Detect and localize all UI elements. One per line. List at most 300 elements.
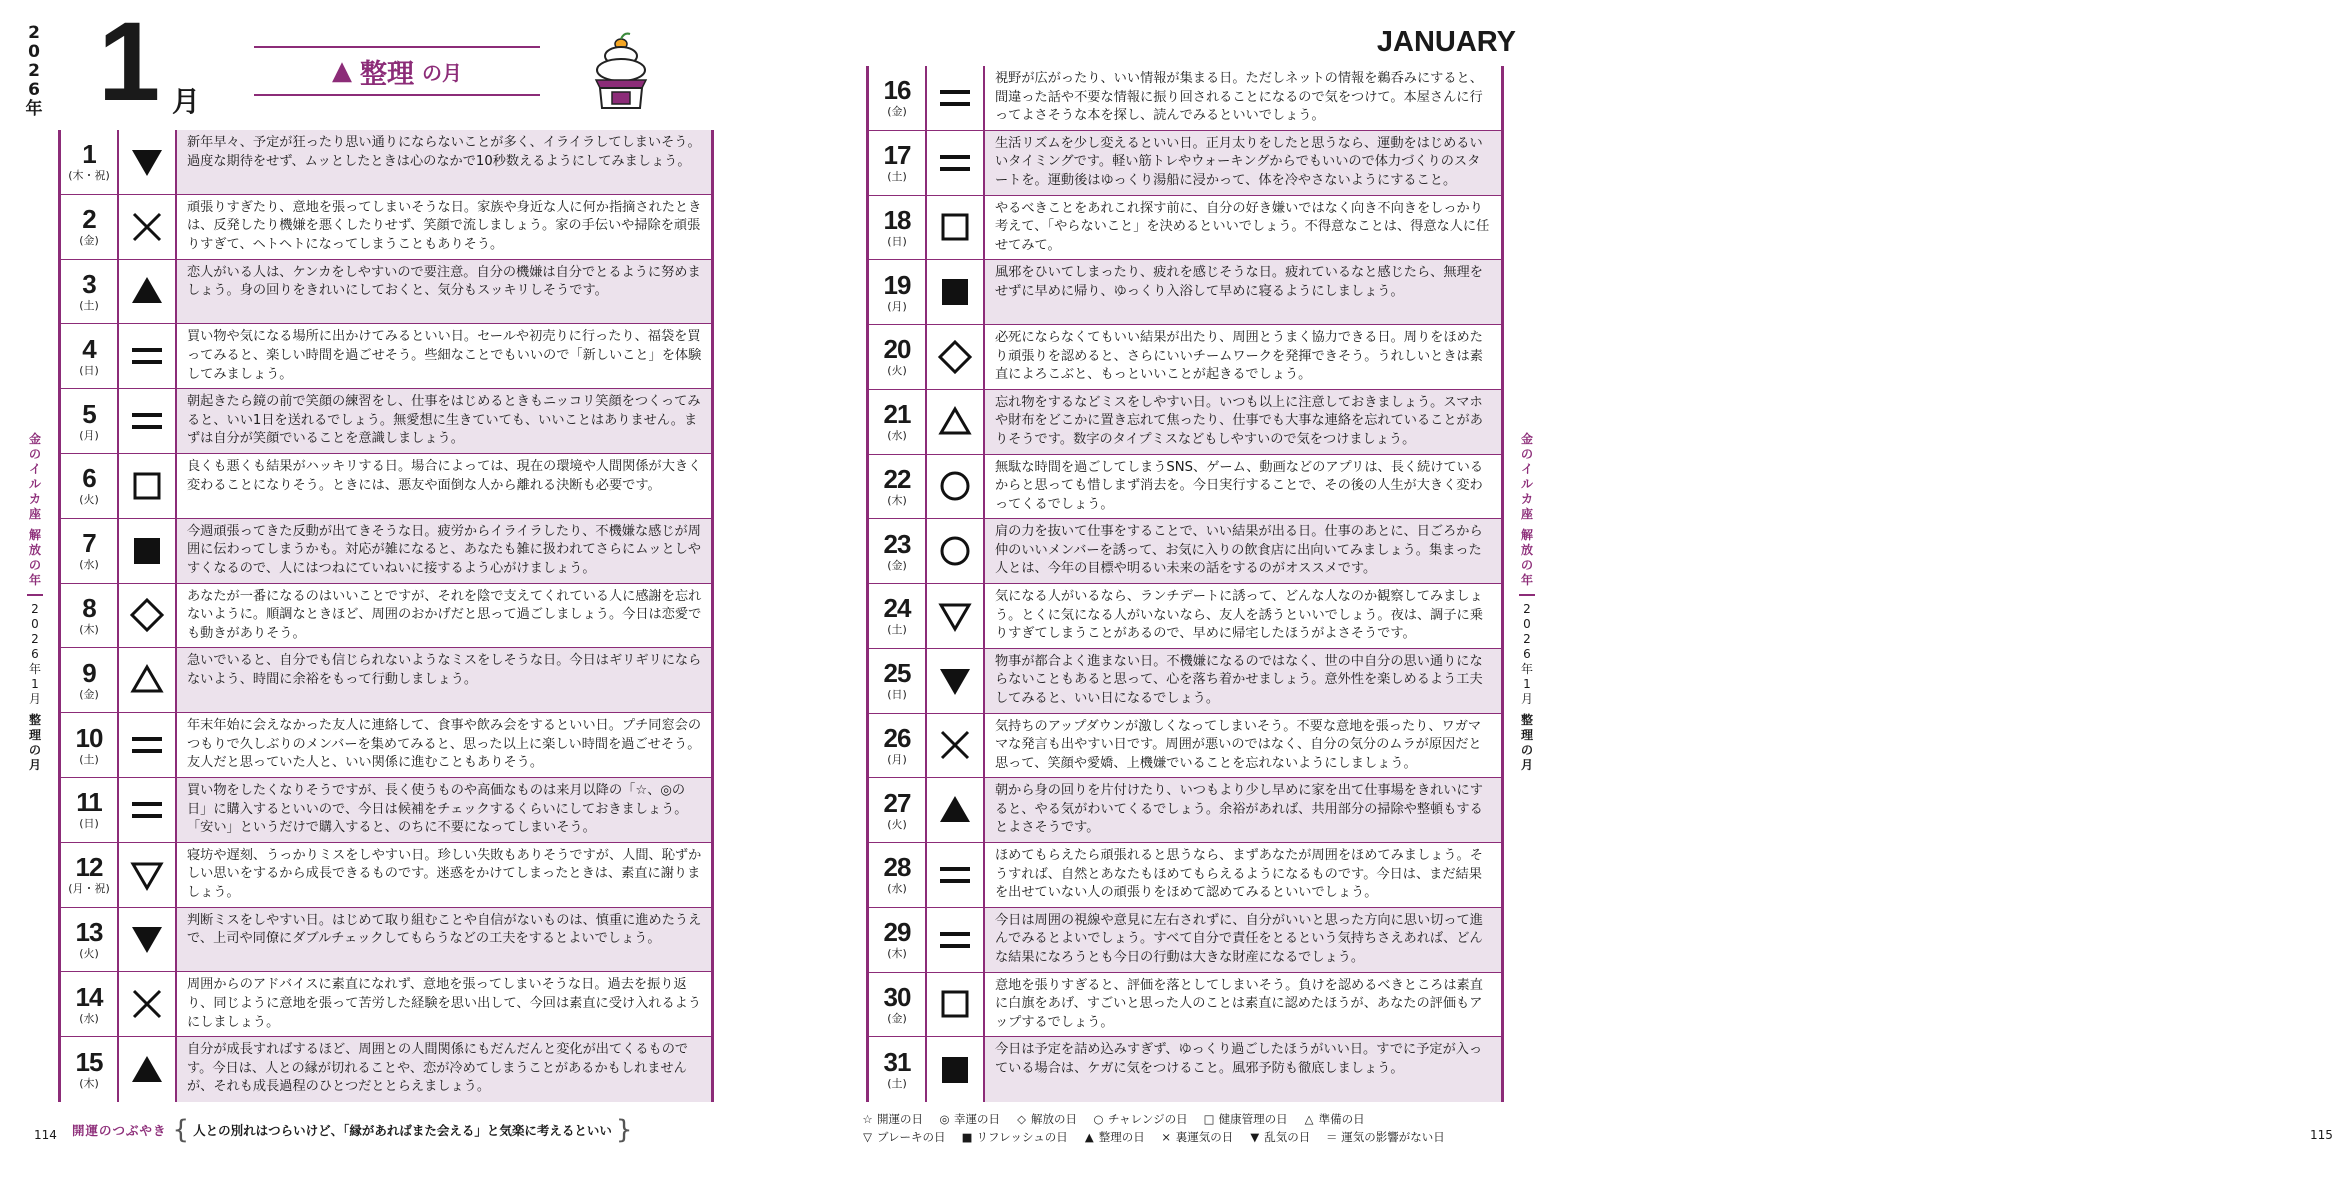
- day-description: 判断ミスをしやすい日。はじめて取り組むことや自信がないものは、慎重に進めたうえで、上司や同僚にダブルチェックしてもらうなどの工夫をするとよいでしょう。: [177, 908, 711, 972]
- diamond-icon: [129, 597, 165, 633]
- day-description: 周囲からのアドバイスに素直になれず、意地を張ってしまいそうな日。過去を振り返り、同じように意地を張って苦労した経験を思い出して、今回は素直に受け入れるようにしましょう。: [187, 977, 702, 1030]
- side-index-char: 2: [31, 602, 39, 616]
- day-row: [869, 196, 1501, 261]
- side-index-char: 放: [1520, 543, 1533, 557]
- day-number: 1: [82, 139, 96, 170]
- day-number: 14: [75, 981, 103, 1012]
- legend-item: [860, 1110, 923, 1128]
- day-description: あなたが一番になるのはいいことですが、それを陰で支えてくれている人に感謝を忘れないように。順調なときほど、周囲のおかげだと思って過ごしましょう。今日は恋愛でも動きがありそう。: [187, 588, 702, 641]
- date-cell: [61, 584, 119, 648]
- day-of-week: (火): [887, 817, 907, 831]
- side-index-char: 月: [1520, 692, 1533, 706]
- side-index-char: 年: [28, 662, 41, 676]
- day-row: [61, 843, 711, 908]
- day-description: 朝から身の回りを片付けたり、いつもより少し早めに家を出て仕事場をきれいにすると、やる気がわいてくるでしょう。余裕があれば、共用部分の掃除や整頓もするとよさそうです。: [985, 778, 1501, 842]
- day-number: 15: [75, 1047, 103, 1078]
- day-row: [61, 195, 711, 260]
- side-index-char: の: [28, 447, 41, 461]
- legend-label: ブレーキの日: [877, 1130, 946, 1144]
- legend-symbol-icon: ×: [1161, 1130, 1172, 1144]
- day-number: 5: [82, 398, 96, 429]
- day-of-week: (土): [887, 1077, 907, 1091]
- side-index-char: 2: [1523, 632, 1531, 646]
- day-number: 20: [883, 334, 911, 365]
- side-divider: [1519, 594, 1535, 596]
- circle-icon: [937, 468, 973, 504]
- day-number: 29: [883, 917, 911, 948]
- day-description: 急いでいると、自分でも信じられないようなミスをしそうな日。今日はギリギリにならないよう、時間に余裕をもって行動しましょう。: [177, 648, 711, 712]
- date-cell: [61, 778, 119, 842]
- day-row: [869, 714, 1501, 779]
- date-cell: [61, 908, 119, 972]
- kagami-mochi-icon: [584, 30, 658, 114]
- down-triangle-icon: [937, 598, 973, 634]
- date-cell: [869, 455, 927, 519]
- day-number: 18: [883, 204, 911, 235]
- day-of-week: (金): [79, 234, 99, 248]
- filled-triangle-icon: ▲: [332, 56, 352, 86]
- day-of-week: (水): [79, 558, 99, 572]
- fortune-symbol-cell: [927, 973, 985, 1037]
- day-row: [869, 1037, 1501, 1102]
- symbol-legend: [860, 1110, 1500, 1146]
- side-index-char: 年: [1520, 573, 1533, 587]
- equals-icon: [937, 145, 973, 181]
- year-char: 6: [28, 80, 40, 100]
- day-number: 16: [883, 75, 911, 106]
- date-cell: [869, 131, 927, 195]
- side-index-char: 座: [28, 507, 41, 521]
- square-icon: [937, 209, 973, 245]
- day-of-week: (金): [79, 687, 99, 701]
- filled-triangle-icon: [129, 273, 165, 309]
- legend-item: [960, 1128, 1068, 1146]
- fortune-symbol-cell: [927, 714, 985, 778]
- day-row: [61, 713, 711, 778]
- left-page: [0, 0, 800, 1193]
- day-number: 21: [883, 399, 911, 430]
- day-number: 3: [82, 268, 96, 299]
- side-index-char: 放: [28, 543, 41, 557]
- legend-label: 開運の日: [877, 1112, 923, 1126]
- filled-square-icon: [129, 533, 165, 569]
- date-cell: [61, 454, 119, 518]
- day-row: [61, 972, 711, 1037]
- day-number: 11: [76, 787, 102, 818]
- fortune-symbol-cell: [927, 584, 985, 648]
- fortune-symbol-cell: [927, 1037, 985, 1102]
- legend-item: [1247, 1128, 1310, 1146]
- date-cell: [61, 843, 119, 907]
- fortune-symbol-cell: [927, 390, 985, 454]
- fortune-symbol-cell: [119, 130, 177, 194]
- day-of-week: (金): [887, 558, 907, 572]
- day-of-week: (土): [79, 298, 99, 312]
- fortune-symbol-cell: [927, 649, 985, 713]
- day-row: [61, 130, 711, 195]
- day-of-week: (日): [887, 688, 907, 702]
- day-description: 物事が都合よく進まない日。不機嫌になるのではなく、世の中自分の思い通りにならないこともあると思って、心を落ち着かせましょう。意外性を楽しめるよう工夫してみると、いい日になるでしょう。: [985, 649, 1501, 713]
- legend-label: 乱気の日: [1264, 1130, 1311, 1144]
- equals-icon: [129, 792, 165, 828]
- fortune-symbol-cell: [927, 260, 985, 324]
- side-index-char: 月: [28, 758, 41, 772]
- day-row: [61, 584, 711, 649]
- legend-label: 運気の影響がない日: [1341, 1130, 1445, 1144]
- fortune-symbol-cell: [119, 843, 177, 907]
- day-description: やるべきことをあれこれ探す前に、自分の好き嫌いではなく向き不向きをしっかり考えて、「やらないこと」を決めるといいでしょう。不得意なことは、得意な人に任せてみて。: [995, 200, 1490, 253]
- day-description: 気持ちのアップダウンが激しくなってしまいそう。不要な意地を張ったり、ワガママな発言も出やすい日です。周囲が悪いのではなく、自分の気分のムラが原因だと思って、笑顔や愛嬌、上機嫌でいることを忘れないようにしましょう。: [995, 718, 1482, 771]
- day-row: [61, 324, 711, 389]
- side-index-char: 解: [28, 528, 41, 542]
- fortune-symbol-cell: [119, 195, 177, 259]
- legend-symbol-icon: ＝: [1326, 1130, 1338, 1144]
- day-description: 無駄な時間を過ごしてしまうSNS、ゲーム、動画などのアプリは、長く続けているからと思っても惜しまず消去を。今日実行することで、その後の人生が大きく変わってくるでしょう。: [995, 459, 1484, 512]
- day-description: 今週頑張ってきた反動が出てきそうな日。疲労からイライラしたり、不機嫌な感じが周囲に伝わってしまうかも。対応が雑になると、あなたも雑に扱われてさらにムッとしやすくなるので、人にはつねにていねいに接するよう心がけましょう。: [177, 519, 711, 583]
- filled-square-icon: [937, 1052, 973, 1088]
- legend-item: [1324, 1128, 1445, 1146]
- day-of-week: (土): [887, 623, 907, 637]
- legend-label: 整理の日: [1098, 1130, 1145, 1144]
- date-cell: [61, 130, 119, 194]
- filled-down-triangle-icon: [129, 144, 165, 180]
- fortune-symbol-cell: [119, 778, 177, 842]
- fortune-symbol-cell: [927, 66, 985, 130]
- date-cell: [61, 1037, 119, 1102]
- year-char: 2: [28, 23, 40, 43]
- day-of-week: (木・祝): [68, 169, 110, 183]
- legend-label: リフレッシュの日: [976, 1130, 1068, 1144]
- day-of-week: (火): [79, 493, 99, 507]
- day-description: 必死にならなくてもいい結果が出たり、周囲とうまく協力できる日。周りをほめたり頑張りを認めると、さらにいいチームワークを発揮できそう。うれしいときは素直によろこぶと、もっといいことが起きるでしょう。: [995, 330, 1483, 383]
- day-of-week: (金): [887, 1011, 907, 1025]
- day-description: 生活リズムを少し変えるといい日。正月太りをしたと思うなら、運動をはじめるいいタイミングです。軽い筋トレやウォーキングからでもいいので体力づくりのスタートを。運動後はゆっくり湯船に浸かって、体を冷やさないようにすること。: [985, 131, 1501, 195]
- day-number: 22: [883, 463, 911, 494]
- date-cell: [869, 390, 927, 454]
- day-description: 視野が広がったり、いい情報が集まる日。ただしネットの情報を鵜呑みにすると、間違った話や不要な情報に振り回されることになるので気をつけて。本屋さんに行ってよさそうな本を探し、読んでみるといいでしょう。: [995, 71, 1483, 124]
- legend-symbol-icon: ■: [961, 1130, 973, 1144]
- day-description: 頑張りすぎたり、意地を張ってしまいそうな日。家族や身近な人に何か指摘されたときは、反発したり機嫌を悪くしたりせず、笑顔で流しましょう。家の手伝いや掃除を頑張りすぎて、ヘトヘトになってしまうこともありそう。: [187, 199, 702, 252]
- day-row: [61, 260, 711, 325]
- day-description: 買い物をしたくなりそうですが、長く使うものや高価なものは来月以降の「☆、◎の日」に購入するといいので、今日は候補をチェックするくらいにしておきましょう。「安い」というだけで購入すると、のちに不要になってしまいそう。: [177, 778, 711, 842]
- theme-title: 整理: [360, 58, 414, 90]
- side-index-char: カ: [28, 492, 41, 506]
- legend-item: [1202, 1110, 1288, 1128]
- year-char: 2: [28, 61, 40, 81]
- side-index-char: カ: [1520, 492, 1533, 506]
- day-number: 23: [883, 528, 911, 559]
- legend-label: 幸運の日: [954, 1112, 1000, 1126]
- triangle-icon: [937, 404, 973, 440]
- legend-symbol-icon: ○: [1093, 1112, 1104, 1126]
- calendar-table-right: [866, 66, 1504, 1102]
- side-index-char: 6: [31, 647, 39, 661]
- side-index-char: 2: [31, 632, 39, 646]
- date-cell: [869, 714, 927, 778]
- day-row: [869, 131, 1501, 196]
- triangle-icon: [129, 662, 165, 698]
- year-vertical: [22, 24, 46, 119]
- legend-item: [1302, 1110, 1365, 1128]
- date-cell: [61, 519, 119, 583]
- day-number: 24: [883, 593, 911, 624]
- day-row: [869, 973, 1501, 1038]
- lucky-whisper-text: 人との別れはつらいけど、「縁があればまた会える」と気楽に考えるといい: [193, 1123, 612, 1138]
- day-description: 意地を張りすぎると、評価を落としてしまいそう。負けを認めるべきところは素直に白旗をあげ、すごいと思った人のことは素直に認めたほうが、あなたの評価もアップするでしょう。: [995, 977, 1483, 1030]
- fortune-symbol-cell: [119, 389, 177, 453]
- year-char: 年: [25, 99, 43, 119]
- filled-triangle-icon: [937, 792, 973, 828]
- side-index-char: の: [1520, 558, 1533, 572]
- legend-item: [937, 1110, 1000, 1128]
- side-index-left: [26, 432, 44, 773]
- side-index-char: 解: [1520, 528, 1533, 542]
- side-index-char: の: [28, 743, 41, 757]
- legend-item: [860, 1128, 946, 1146]
- date-cell: [869, 519, 927, 583]
- day-row: [869, 584, 1501, 649]
- side-index-char: 1: [31, 677, 39, 691]
- side-index-char: の: [28, 558, 41, 572]
- date-cell: [61, 195, 119, 259]
- day-number: 8: [82, 592, 96, 623]
- fortune-symbol-cell: [119, 519, 177, 583]
- legend-label: 裏運気の日: [1175, 1130, 1234, 1144]
- date-cell: [61, 389, 119, 453]
- date-cell: [869, 649, 927, 713]
- page-number: 114: [34, 1128, 57, 1142]
- day-of-week: (土): [887, 170, 907, 184]
- date-cell: [869, 584, 927, 648]
- side-index-char: 座: [1520, 507, 1533, 521]
- day-number: 9: [82, 657, 96, 688]
- day-number: 25: [883, 658, 911, 689]
- legend-symbol-icon: △: [1304, 1112, 1314, 1126]
- fortune-symbol-cell: [927, 778, 985, 842]
- day-number: 19: [883, 269, 911, 300]
- day-of-week: (水): [887, 429, 907, 443]
- fortune-symbol-cell: [927, 455, 985, 519]
- side-index-char: 整: [1520, 713, 1533, 727]
- legend-row: [860, 1110, 1500, 1128]
- legend-row: [860, 1128, 1500, 1146]
- side-index-char: 年: [28, 573, 41, 587]
- equals-icon: [937, 857, 973, 893]
- side-index-char: 月: [28, 692, 41, 706]
- day-of-week: (日): [79, 363, 99, 377]
- fortune-symbol-cell: [119, 324, 177, 388]
- date-cell: [61, 648, 119, 712]
- day-description: 忘れ物をするなどミスをしやすい日。いつも以上に注意しておきましょう。スマホや財布をどこかに置き忘れて焦ったり、仕事でも大事な連絡を忘れていることがありそうです。数字のタイプミスなどもしやすいので気をつけましょう。: [985, 390, 1501, 454]
- equals-icon: [129, 727, 165, 763]
- legend-item: [1091, 1110, 1188, 1128]
- side-index-char: 0: [31, 617, 39, 631]
- date-cell: [61, 713, 119, 777]
- day-number: 26: [883, 722, 911, 753]
- page-number: 115: [2310, 1128, 2333, 1142]
- day-row: [869, 325, 1501, 390]
- legend-symbol-icon: ◇: [1017, 1112, 1026, 1126]
- equals-icon: [937, 922, 973, 958]
- filled-down-triangle-icon: [129, 921, 165, 957]
- day-of-week: (月): [887, 299, 907, 313]
- lucky-whisper: [72, 1116, 632, 1144]
- month-number: 1: [98, 0, 157, 124]
- day-description: 買い物や気になる場所に出かけてみるといい日。セールや初売りに行ったり、福袋を買ってみると、楽しい時間を過ごせそう。些細なことでもいいので「新しいこと」を体験してみましょう。: [187, 329, 702, 382]
- day-number: 7: [82, 528, 96, 559]
- day-of-week: (月・祝): [68, 882, 110, 896]
- calendar-table-left: [58, 130, 714, 1102]
- day-row: [61, 908, 711, 973]
- day-row: [869, 66, 1501, 131]
- day-of-week: (土): [79, 752, 99, 766]
- day-row: [61, 389, 711, 454]
- fortune-symbol-cell: [927, 325, 985, 389]
- fortune-symbol-cell: [119, 454, 177, 518]
- day-of-week: (木): [887, 493, 907, 507]
- day-row: [869, 649, 1501, 714]
- legend-label: 準備の日: [1318, 1112, 1365, 1126]
- day-row: [869, 260, 1501, 325]
- day-description: ほめてもらえたら頑張れると思うなら、まずあなたが周囲をほめてみましょう。そうすれば、自然とあなたもほめてもらえるようになるものです。今日は、まだ結果を出せていない人の頑張りをほめて認めてみるといいでしょう。: [995, 848, 1483, 901]
- date-cell: [869, 260, 927, 324]
- side-index-char: イ: [28, 462, 41, 476]
- day-of-week: (日): [79, 817, 99, 831]
- left-brace-icon: {: [172, 1115, 190, 1145]
- day-description: 自分が成長すればするほど、周囲との人間関係にもだんだんと変化が出てくるものです。今日は、人との縁が切れることや、恋が冷めてしまうことがあるかもしれませんが、それも成長過程のひとつだととらえましょう。: [177, 1037, 711, 1102]
- right-page: [800, 0, 2333, 1193]
- day-description: 良くも悪くも結果がハッキリする日。場合によっては、現在の環境や人間関係が大きく変わることになりそう。ときには、悪友や面倒な人から離れる決断も必要です。: [187, 458, 702, 493]
- day-description: 今日は予定を詰め込みすぎず、ゆっくり過ごしたほうがいい日。すでに予定が入っている場合は、ケガに気をつけること。風邪予防も徹底しましょう。: [985, 1037, 1501, 1102]
- day-number: 28: [883, 852, 911, 883]
- diamond-icon: [937, 339, 973, 375]
- cross-icon: [129, 209, 165, 245]
- side-index-char: 1: [1523, 677, 1531, 691]
- day-number: 4: [82, 333, 96, 364]
- side-divider: [27, 594, 43, 596]
- fortune-symbol-cell: [119, 1037, 177, 1102]
- day-row: [61, 648, 711, 713]
- date-cell: [869, 66, 927, 130]
- day-number: 6: [82, 463, 96, 494]
- day-description: 風邪をひいてしまったり、疲れを感じそうな日。疲れているなと感じたら、無理をせずに早めに帰り、ゆっくり入浴して早めに寝るようにしましょう。: [985, 260, 1501, 324]
- side-index-char: 年: [1520, 662, 1533, 676]
- day-of-week: (月): [887, 752, 907, 766]
- side-index-char: 理: [1520, 728, 1533, 742]
- day-description: 新年早々、予定が狂ったり思い通りにならないことが多く、イライラしてしまいそう。過度な期待をせず、ムッとしたときは心のなかで10秒数えるようにしてみましょう。: [177, 130, 711, 194]
- date-cell: [61, 260, 119, 324]
- filled-square-icon: [937, 274, 973, 310]
- day-of-week: (火): [79, 946, 99, 960]
- side-index-char: 0: [1523, 617, 1531, 631]
- day-number: 13: [75, 916, 103, 947]
- day-number: 31: [883, 1047, 911, 1078]
- side-index-right: [1518, 432, 1536, 773]
- day-of-week: (木): [79, 622, 99, 636]
- side-index-char: 6: [1523, 647, 1531, 661]
- day-of-week: (月): [79, 428, 99, 442]
- legend-label: 解放の日: [1031, 1112, 1077, 1126]
- day-number: 2: [82, 204, 96, 235]
- side-index-char: 理: [28, 728, 41, 742]
- side-index-char: 月: [1520, 758, 1533, 772]
- fortune-symbol-cell: [119, 972, 177, 1036]
- legend-item: [1014, 1110, 1077, 1128]
- day-row: [869, 843, 1501, 908]
- right-brace-icon: }: [615, 1115, 633, 1145]
- day-row: [61, 1037, 711, 1102]
- date-cell: [869, 325, 927, 389]
- day-number: 10: [75, 722, 103, 753]
- day-row: [61, 519, 711, 584]
- day-description: 今日は周囲の視線や意見に左右されずに、自分がいいと思った方向に思い切って進んでみるとよいでしょう。すべて自分で責任をとるという気持ちさえあれば、どんな結果になろうとも今日の行動は大きな財産になるでしょう。: [985, 908, 1501, 972]
- day-row: [61, 454, 711, 519]
- day-row: [869, 390, 1501, 455]
- fortune-symbol-cell: [927, 519, 985, 583]
- fortune-symbol-cell: [119, 260, 177, 324]
- day-row: [869, 778, 1501, 843]
- fortune-symbol-cell: [119, 713, 177, 777]
- square-icon: [937, 986, 973, 1022]
- legend-symbol-icon: ◎: [939, 1112, 950, 1126]
- day-of-week: (日): [887, 234, 907, 248]
- legend-label: 健康管理の日: [1218, 1112, 1288, 1126]
- day-number: 30: [883, 981, 911, 1012]
- day-of-week: (水): [887, 882, 907, 896]
- equals-icon: [129, 403, 165, 439]
- fortune-symbol-cell: [119, 584, 177, 648]
- side-index-char: 金: [1520, 432, 1533, 446]
- month-label: 月: [172, 85, 201, 118]
- day-description: 朝起きたら鏡の前で笑顔の練習をし、仕事をはじめるときもニッコリ笑顔をつくってみると、いい1日を送れるでしょう。無愛想に生きていても、いいことはありません。まずは自分が笑顔でいることを意識しましょう。: [177, 389, 711, 453]
- date-cell: [869, 778, 927, 842]
- day-row: [61, 778, 711, 843]
- date-cell: [869, 1037, 927, 1102]
- fortune-symbol-cell: [927, 843, 985, 907]
- fortune-symbol-cell: [927, 196, 985, 260]
- year-char: 0: [28, 42, 40, 62]
- side-index-char: 金: [28, 432, 41, 446]
- fortune-symbol-cell: [927, 131, 985, 195]
- day-of-week: (金): [887, 105, 907, 119]
- date-cell: [869, 908, 927, 972]
- date-cell: [869, 843, 927, 907]
- date-cell: [61, 972, 119, 1036]
- cross-icon: [937, 727, 973, 763]
- cross-icon: [129, 986, 165, 1022]
- month-name-en: JANUARY: [1376, 26, 1516, 58]
- day-description: 恋人がいる人は、ケンカをしやすいので要注意。自分の機嫌は自分でとるように努めましょう。身の回りをきれいにしておくと、気分もスッキリしそうです。: [177, 260, 711, 324]
- side-index-char: イ: [1520, 462, 1533, 476]
- side-index-char: 2: [1523, 602, 1531, 616]
- day-number: 12: [75, 852, 103, 883]
- filled-triangle-icon: [129, 1052, 165, 1088]
- side-index-char: ル: [28, 477, 41, 491]
- day-description: 肩の力を抜いて仕事をすることで、いい結果が出る日。仕事のあとに、日ごろから仲のいいメンバーを誘って、お気に入りの飲食店に出向いてみましょう。集まった人とは、今年の目標や明るい未来の話をするのがオススメです。: [985, 519, 1501, 583]
- side-index-char: の: [1520, 447, 1533, 461]
- equals-icon: [937, 80, 973, 116]
- square-icon: [129, 468, 165, 504]
- day-row: [869, 519, 1501, 584]
- date-cell: [869, 973, 927, 1037]
- date-cell: [869, 196, 927, 260]
- legend-item: [1159, 1128, 1234, 1146]
- legend-symbol-icon: ▲: [1084, 1130, 1094, 1144]
- down-triangle-icon: [129, 857, 165, 893]
- filled-down-triangle-icon: [937, 663, 973, 699]
- legend-symbol-icon: ☆: [862, 1112, 873, 1126]
- day-number: 17: [883, 140, 911, 171]
